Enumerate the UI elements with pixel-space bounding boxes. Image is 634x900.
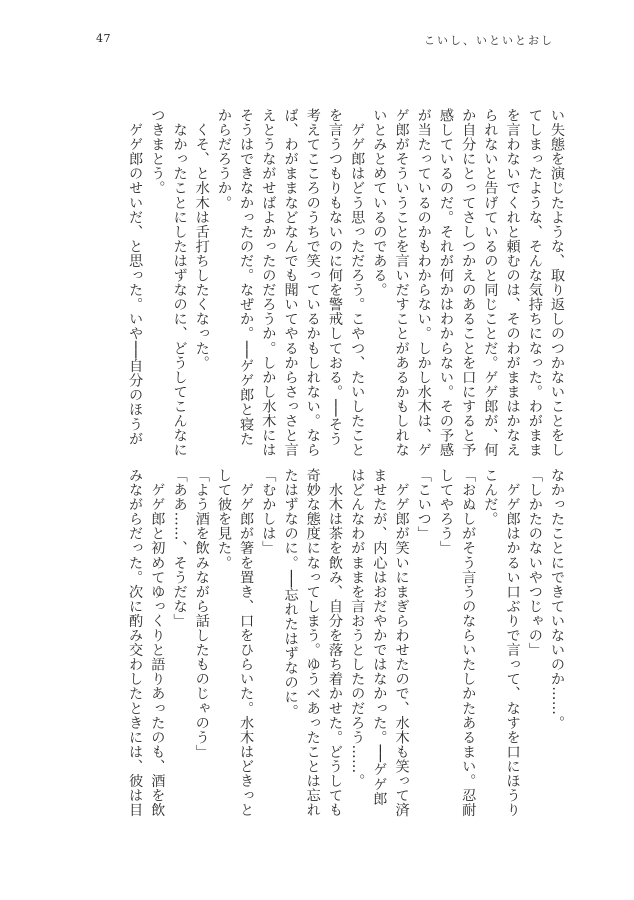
text-line: いとみとめているのである。: [371, 108, 388, 298]
text-line: 「ああ……、そうだな」: [171, 468, 188, 629]
text-line: ゲゲ郎と初めてゆっくりと語りあったのも、酒を飲: [149, 468, 166, 818]
text-line: して彼を見た。: [215, 468, 232, 570]
text-line: こんだ。: [482, 468, 499, 527]
running-title: こいし、いといとおし: [424, 34, 554, 47]
text-line: 「こいつ」: [415, 468, 432, 541]
text-line: 「おぬしがそう言うのならいたしかたあるまい。忍耐: [460, 468, 477, 818]
text-line: つきまとう。: [149, 108, 166, 196]
text-line: 水木は茶を飲み、自分を落ち着かせた。どうしても: [326, 468, 343, 818]
text-line: 「しかたのないやつじゃの」: [526, 468, 543, 658]
lower-text-block: [123, 468, 568, 818]
text-line: くそ、と水木は舌打ちしたくなった。: [193, 108, 210, 370]
text-line: からだろうか。: [215, 108, 232, 210]
text-line: られないと告げているのと同じことだ。ゲゲ郎が、何: [482, 108, 499, 458]
text-line: ゲゲ郎はかるい口ぶりで言って、なすを口にほうり: [504, 468, 521, 818]
text-line: い失態を演じたような、取り返しのつかないことをし: [549, 108, 565, 458]
text-line: 「むかしは」: [260, 468, 277, 556]
text-line: てしまったような、そんな気持ちになった。わがまま: [526, 108, 543, 458]
text-line: 感しているのだ。それが何かはわからない。その予感: [437, 108, 454, 458]
text-line: たはずなのに。──忘れたはずなのに。: [282, 468, 299, 719]
text-line: してやろう」: [437, 468, 454, 556]
text-line: ば、わがままなどなんでも聞いてやるからさっさと言: [282, 108, 299, 458]
text-line: そうはできなかったのだ。なぜか。──ゲゲ郎と寝た: [238, 108, 255, 446]
text-line: ゲゲ郎はどう思っただろう。こやつ、たいしたこと: [349, 108, 366, 458]
text-line: 奇妙な態度になってしまう。ゆうべあったことは忘れ: [304, 468, 321, 818]
text-line: なかったことにしたはずなのに、どうしてこんなに: [171, 108, 188, 458]
text-line: か自分にとってさしつかえのあることを口にすると予: [460, 108, 477, 458]
text-line: なかったことにできていないのか……。: [549, 468, 565, 730]
text-line: ゲゲ郎のせいだ、と思った。いや──自分のほうが: [127, 108, 144, 446]
text-line: を言わないでくれと頼むのは、そのわがままはかなえ: [504, 108, 521, 458]
text-line: を言うつもりもないのに何を警戒しておる。──そう: [326, 108, 343, 446]
text-line: はどんなわがままを言おうとしたのだろう……。: [349, 468, 366, 789]
text-line: ゲゲ郎が笑いにまぎらわせたので、水木も笑って済: [393, 468, 410, 818]
upper-text-block: [127, 108, 568, 458]
text-line: ゲゲ郎が箸を置き、口をひらいた。水木はどきっと: [238, 468, 255, 818]
page-number: 47: [96, 32, 111, 45]
text-line: 考えてこころのうちで笑っているかもしれない。なら: [304, 108, 321, 458]
text-line: が当たっているのかもわからない。しかし水木は、ゲ: [415, 108, 432, 458]
text-line: えとうながせばよかったのだろうか。しかし水木には: [260, 108, 277, 458]
text-line: 「よう酒を飲みながら話したものじゃのう」: [193, 468, 210, 759]
text-line: ませたが、内心はおだやかではなかった。──ゲゲ郎: [371, 468, 388, 806]
text-line: みながらだった。次に酌み交わしたときには、彼は目: [127, 468, 144, 818]
text-line: ゲ郎がそういうことを言いだすことがあるかもしれな: [393, 108, 410, 458]
